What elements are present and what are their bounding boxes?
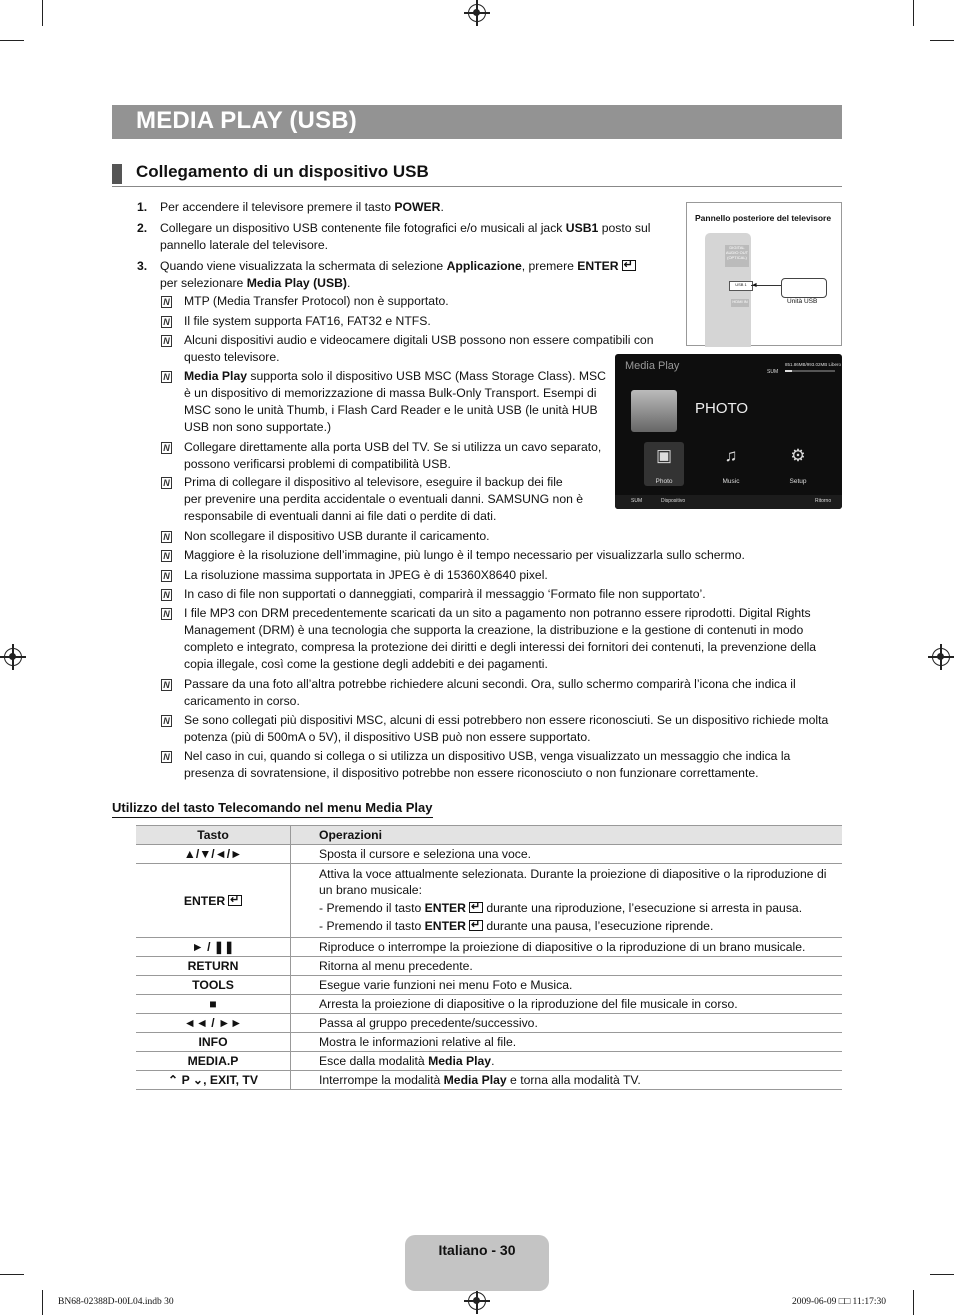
note-icon: N — [161, 751, 172, 763]
step-text: Quando viene visualizzata la schermata di selezione Applicazione, premere ENTER↵ per selezionare Media Play (USB). — [160, 258, 680, 292]
registration-mark-icon — [4, 648, 22, 666]
registration-mark-icon — [932, 648, 950, 666]
table-row — [136, 976, 842, 995]
storage-bar — [785, 370, 835, 372]
note-icon: N — [161, 335, 172, 347]
remote-table-heading: Utilizzo del tasto Telecomando nel menu Media Play — [112, 800, 433, 818]
note-text: In caso di file non supportati o danneggiati, comparirà il messaggio ‘Formato file non supportato’. — [184, 587, 706, 601]
operation-cell: Sposta il cursore e seleziona una voce. — [291, 845, 843, 864]
operation-cell: Attiva la voce attualmente selezionata. Durante la proiezione di diapositive o la riproduzione di un brano musicale: - Premendo il tasto ENTER↵ durante una riproduzione, l’esecuzione si arresta in pausa. - Premendo il tasto ENTER↵ durante una pausa, l’esecuzione riprende. — [291, 864, 843, 938]
table-row — [136, 995, 842, 1014]
note-text: Il file system supporta FAT16, FAT32 e NTFS. — [184, 314, 431, 328]
usb-drive-icon — [781, 278, 827, 298]
operation-cell: Passa al gruppo precedente/successivo. — [291, 1014, 843, 1033]
crop-mark — [42, 0, 43, 26]
music-icon: ♫ — [724, 446, 738, 465]
operation-cell: Interrompe la modalità Media Play e torna alla modalità TV. — [291, 1071, 843, 1090]
photo-icon: ▣ — [655, 446, 673, 465]
note-icon: N — [161, 442, 172, 454]
registration-mark-icon — [468, 4, 486, 22]
note-text: Maggiore è la risoluzione dell’immagine, più lungo è il tempo necessario per visualizzarla sullo schermo. — [184, 548, 745, 562]
table-row — [136, 1052, 842, 1071]
crop-mark — [0, 40, 24, 41]
storage-free: 851.86MB/993.02MB Libero — [785, 362, 842, 367]
device-label: SUM — [767, 369, 779, 375]
note-text: Alcuni dispositivi audio e videocamere digitali USB possono non essere compatibili con questo televisore. — [184, 333, 654, 364]
note-icon: N — [161, 715, 172, 727]
menu-item-setup: Setup — [789, 478, 807, 485]
key-cell: MEDIA.P — [136, 1052, 291, 1071]
footer-device: Dispositivo — [661, 498, 686, 504]
crop-mark — [930, 1274, 954, 1275]
tv-side-panel — [705, 233, 751, 347]
note-text: Collegare direttamente alla porta USB del TV. Se si utilizza un cavo separato, possono verificarsi problemi di compatibilità USB. — [184, 440, 602, 471]
crop-mark — [0, 1274, 24, 1275]
note-text: Nel caso in cui, quando si collega o si utilizza un dispositivo USB, venga visualizzato un messaggio che indica la presenza di sovratensione, il dispositivo potrebbe non essere riconosciuto o non funzionare correttamente. — [184, 749, 791, 780]
note-icon: N — [161, 477, 172, 489]
page-number: Italiano - 30 — [438, 1242, 516, 1258]
table-row — [136, 1071, 842, 1090]
table-row — [136, 1033, 842, 1052]
menu-item-music: Music — [722, 478, 740, 485]
operation-cell: Mostra le informazioni relative al file. — [291, 1033, 843, 1052]
note-text: Media Play supporta solo il dispositivo USB MSC (Mass Storage Class). MSC è un dispositivo di memorizzazione di massa Bulk-Only Transport. Esempi di MSC sono le unità Thumb, i Flash Card Reader e le unità USB (le unità HUB USB non sono supportate.) — [184, 369, 606, 434]
note-icon: N — [161, 589, 172, 601]
screen-title: Media Play — [625, 360, 680, 372]
step-number: 1. — [137, 200, 148, 214]
tv-rear-panel-figure — [686, 202, 842, 346]
key-cell: ⌃ P ⌄, EXIT, TV — [136, 1071, 291, 1090]
page-title-bar — [112, 105, 842, 139]
table-header-key: Tasto — [136, 826, 291, 845]
key-cell: ▲/▼/◄/► — [136, 845, 291, 864]
enter-icon — [622, 260, 636, 271]
menu-item-photo: Photo — [655, 478, 673, 485]
table-header-operation: Operazioni — [291, 826, 843, 845]
setup-gear-icon: ⚙ — [790, 446, 806, 465]
key-cell: INFO — [136, 1033, 291, 1052]
optical-port: DIGITAL AUDIO OUT (OPTICAL) — [725, 245, 749, 267]
usb1-port: USB 1 — [729, 281, 753, 291]
print-slug-left: BN68-02388D-00L04.indb 30 — [58, 1297, 174, 1307]
key-cell: ◄◄ / ►► — [136, 1014, 291, 1033]
section-title: Collegamento di un dispositivo USB — [136, 162, 429, 181]
note-icon: N — [161, 608, 172, 620]
table-row — [136, 1014, 842, 1033]
note-text: MTP (Media Transfer Protocol) non è supportato. — [184, 294, 449, 308]
note-icon: N — [161, 296, 172, 308]
note-icon: N — [161, 570, 172, 582]
remote-keys-table — [136, 825, 842, 1090]
key-cell: ■ — [136, 995, 291, 1014]
note-icon: N — [161, 531, 172, 543]
operation-cell: Esegue varie funzioni nei menu Foto e Musica. — [291, 976, 843, 995]
print-slug-right: 2009-06-09 □□ 11:17:30 — [792, 1297, 886, 1307]
photo-album-icon — [631, 390, 677, 432]
table-row — [136, 938, 842, 957]
operation-cell: Arresta la proiezione di diapositive o la riproduzione del file musicale in corso. — [291, 995, 843, 1014]
step-text: Collegare un dispositivo USB contenente file fotografici e/o musicali al jack USB1 posto sul pannello laterale del televisore. — [160, 221, 651, 252]
arrow-left-icon: ◄ — [751, 282, 758, 289]
usb-drive-label: Unità USB — [787, 298, 818, 305]
crop-mark — [913, 1290, 914, 1315]
key-cell: ► / ❚❚ — [136, 938, 291, 957]
note-text: Prima di collegare il dispositivo al televisore, eseguire il backup dei file per prevenire una perdita accidentale o eventuali danni. SAMSUNG non è responsabile di eventuali danni ai file dati o perdite di dati. — [184, 475, 584, 523]
key-cell: TOOLS — [136, 976, 291, 995]
footer-sum: SUM — [631, 498, 643, 504]
media-play-screen-figure — [615, 354, 842, 509]
note-text: Se sono collegati più dispositivi MSC, alcuni di essi potrebbero non essere riconosciuti. Se un dispositivo richiede molta potenza (più di 500mA o 5V), il dispositivo USB può non essere supportato. — [184, 713, 829, 744]
operation-cell: Riproduce o interrompe la proiezione di diapositive o la riproduzione di un brano musicale. — [291, 938, 843, 957]
page-title: MEDIA PLAY (USB) — [136, 107, 358, 134]
operation-cell: Esce dalla modalità Media Play. — [291, 1052, 843, 1071]
registration-mark-icon — [468, 1292, 486, 1310]
page-number-tab — [405, 1235, 549, 1291]
note-text: Non scollegare il dispositivo USB durante il caricamento. — [184, 529, 490, 543]
crop-mark — [930, 40, 954, 41]
enter-icon — [228, 895, 242, 906]
table-row — [136, 864, 842, 938]
note-icon: N — [161, 550, 172, 562]
enter-icon — [469, 902, 483, 913]
note-text: La risoluzione massima supportata in JPEG è di 15360X8640 pixel. — [184, 568, 548, 582]
enter-icon — [469, 920, 483, 931]
figure-caption: Pannello posteriore del televisore — [695, 213, 832, 223]
step-number: 3. — [137, 259, 148, 273]
section-heading — [112, 162, 842, 187]
screen-footer — [615, 495, 842, 509]
step-number: 2. — [137, 221, 148, 235]
selected-category: PHOTO — [695, 400, 749, 417]
note-text: Passare da una foto all’altra potrebbe richiedere alcuni secondi. Ora, sullo schermo comparirà l’icona che indica il caricamento in corso. — [184, 677, 796, 708]
footer-return: Ritorno — [815, 498, 832, 504]
section-marker — [112, 164, 122, 184]
table-row — [136, 845, 842, 864]
step-text: Per accendere il televisore premere il tasto POWER. — [160, 200, 444, 214]
note-icon: N — [161, 316, 172, 328]
key-cell: RETURN — [136, 957, 291, 976]
note-text: I file MP3 con DRM precedentemente scaricati da un sito a pagamento non potranno essere riprodotti. Digital Rights Management (DRM) è una tecnologia che supporta la creazione, la distribuzione e la gestione di contenuti in modo completo e integrato, compresa la protezione dei diritti e degli interessi dei fornitori dei contenuti, la prevenzione della copia illegale, così come la gestione degli addebiti e dei pagamenti. — [184, 606, 817, 671]
table-row — [136, 957, 842, 976]
crop-mark — [913, 0, 914, 26]
key-cell: ENTER↵ — [136, 864, 291, 938]
crop-mark — [42, 1290, 43, 1315]
hdmi-port: HDMI IN — [731, 299, 749, 307]
operation-cell: Ritorna al menu precedente. — [291, 957, 843, 976]
note-icon: N — [161, 679, 172, 691]
note-icon: N — [161, 371, 172, 383]
